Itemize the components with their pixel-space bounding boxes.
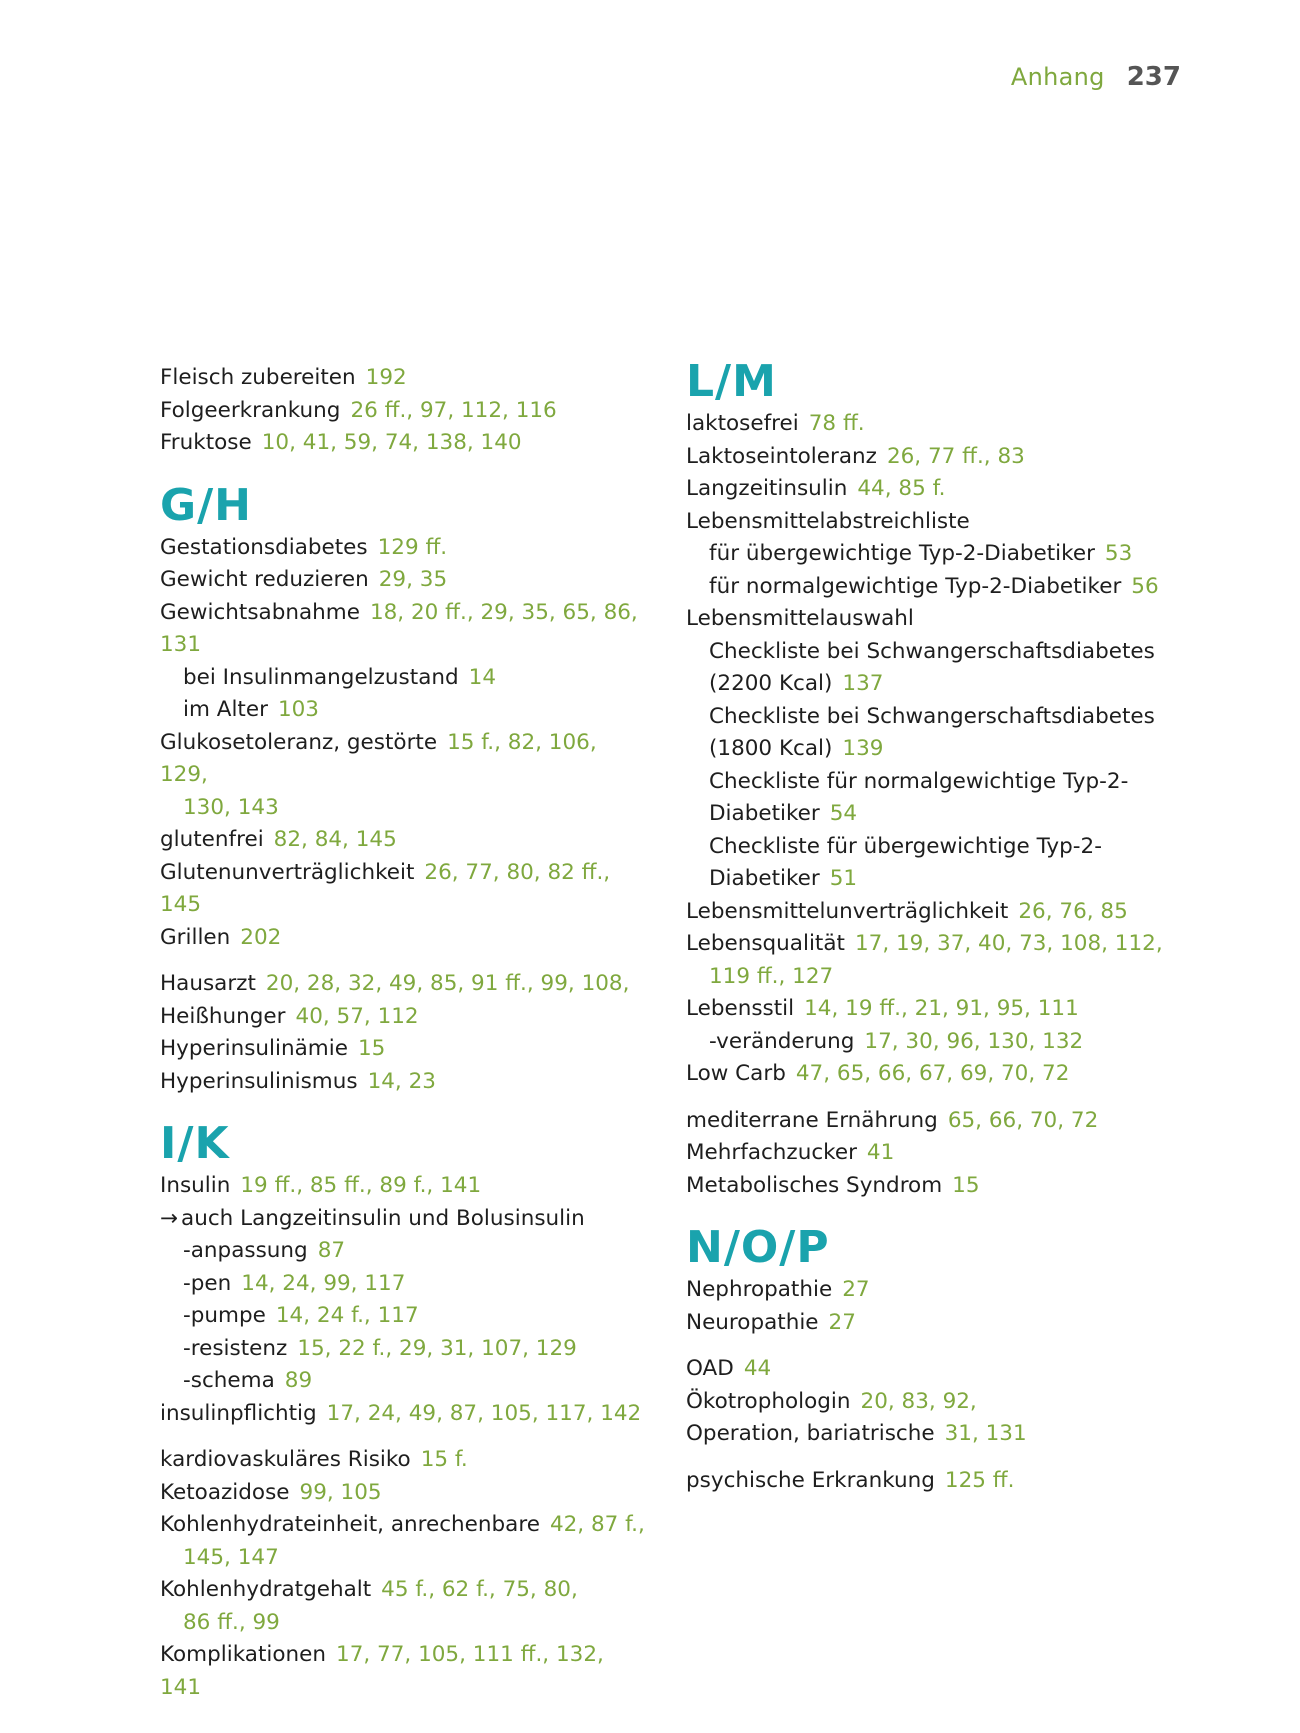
index-subentry bbox=[160, 694, 650, 727]
index-entry bbox=[686, 1137, 1176, 1170]
index-term: Insulin bbox=[160, 1173, 231, 1198]
page-references: 99, 105 bbox=[299, 1479, 382, 1505]
index-term: Langzeitinsulin bbox=[686, 476, 848, 501]
index-term: Gewicht reduzieren bbox=[160, 567, 369, 592]
index-group bbox=[686, 1222, 1176, 1339]
running-head bbox=[1011, 62, 1181, 92]
page-references: 119 ff., 127 bbox=[709, 963, 834, 989]
index-term: Checkliste für normalgewichtige Typ-2- bbox=[709, 768, 1129, 794]
index-term: -pen bbox=[183, 1270, 232, 1296]
index-entry bbox=[160, 427, 650, 460]
index-entry bbox=[160, 1398, 650, 1431]
index-term: Ketoazidose bbox=[160, 1479, 290, 1505]
index-entry bbox=[160, 1574, 650, 1607]
index-entry bbox=[160, 1509, 650, 1542]
index-entry bbox=[160, 564, 650, 597]
index-term: Kohlenhydrateinheit, anrechenbare bbox=[160, 1512, 540, 1537]
index-subentry bbox=[686, 831, 1176, 864]
page-references: 87 bbox=[317, 1238, 346, 1263]
index-term: glutenfrei bbox=[160, 827, 264, 852]
index-term: Heißhunger bbox=[160, 1003, 286, 1029]
page-references: 17, 30, 96, 130, 132 bbox=[864, 1028, 1084, 1054]
index-term: psychische Erkrankung bbox=[686, 1467, 935, 1493]
index-term: -veränderung bbox=[709, 1028, 855, 1054]
page-references: 26, 76, 85 bbox=[1018, 898, 1128, 924]
section-letter-heading: G/H bbox=[160, 479, 253, 531]
page-references: 15 bbox=[952, 1172, 980, 1198]
running-head-label: Anhang bbox=[1010, 63, 1105, 91]
page-references: 31, 131 bbox=[944, 1421, 1027, 1446]
index-subentry bbox=[160, 1542, 650, 1575]
index-entry bbox=[160, 968, 650, 1001]
index-subentry bbox=[160, 1333, 650, 1366]
index-entry bbox=[160, 1066, 650, 1099]
page-references: 14, 24, 99, 117 bbox=[241, 1270, 406, 1296]
index-term: Nephropathie bbox=[686, 1277, 833, 1302]
index-term: -pumpe bbox=[183, 1303, 266, 1328]
page-references: 42, 87 f., bbox=[549, 1512, 645, 1537]
index-entry bbox=[160, 532, 650, 565]
index-term: Operation, bariatrische bbox=[686, 1421, 935, 1446]
page-references: 86 ff., 99 bbox=[183, 1609, 280, 1635]
index-entry bbox=[686, 1418, 1176, 1451]
page-references: 26, 77 ff., 83 bbox=[886, 443, 1025, 469]
index-subentry bbox=[160, 662, 650, 695]
page-references: 44 bbox=[743, 1356, 772, 1381]
section-letter-heading: L/M bbox=[686, 356, 777, 407]
index-entry bbox=[686, 1353, 1176, 1386]
page-references: 130, 143 bbox=[183, 794, 279, 820]
index-term: Folgeerkrankung bbox=[160, 397, 341, 423]
page-references: 29, 35 bbox=[378, 567, 448, 592]
page-references: 15 f., 82, 106, 129, bbox=[160, 729, 597, 787]
index-entry bbox=[160, 922, 650, 955]
index-term: Grillen bbox=[160, 924, 231, 950]
page-references: 192 bbox=[365, 365, 407, 390]
page-references: 14 bbox=[468, 664, 496, 690]
page-references: 89 bbox=[284, 1368, 313, 1393]
page-references: 47, 65, 66, 67, 69, 70, 72 bbox=[795, 1061, 1070, 1086]
page-references: 51 bbox=[829, 866, 858, 891]
index-column-right bbox=[686, 356, 1176, 1511]
page-references: 78 ff. bbox=[808, 411, 865, 436]
index-entry bbox=[686, 1465, 1176, 1498]
page-references: 18, 20 ff., 29, 35, 65, 86, 131 bbox=[160, 599, 638, 657]
index-entry bbox=[686, 408, 1176, 441]
index-term: Laktoseintoleranz bbox=[686, 443, 877, 469]
index-term: (1800 Kcal) bbox=[709, 736, 833, 761]
index-subentry bbox=[686, 766, 1176, 799]
index-term: Fruktose bbox=[160, 430, 252, 455]
index-term: Diabetiker bbox=[709, 866, 820, 891]
index-entry bbox=[160, 395, 650, 428]
index-group bbox=[160, 1444, 650, 1704]
index-term: Lebensmittelunverträglichkeit bbox=[686, 898, 1009, 924]
index-term: Gestationsdiabetes bbox=[160, 534, 368, 560]
page-references: 65, 66, 70, 72 bbox=[947, 1107, 1099, 1133]
page-references: 10, 41, 59, 74, 138, 140 bbox=[261, 430, 522, 455]
index-subentry bbox=[686, 636, 1176, 669]
index-term: Checkliste für übergewichtige Typ-2- bbox=[709, 833, 1102, 859]
index-subentry bbox=[160, 1607, 650, 1640]
index-term: Glutenunverträglichkeit bbox=[160, 859, 415, 885]
page-references: 139 bbox=[842, 736, 884, 761]
page-references: 20, 83, 92, bbox=[860, 1388, 977, 1414]
index-entry bbox=[160, 597, 650, 662]
page-references: 53 bbox=[1104, 541, 1133, 566]
index-term: Glukosetoleranz, gestörte bbox=[160, 729, 438, 755]
index-entry bbox=[686, 441, 1176, 474]
index-group bbox=[160, 480, 650, 955]
page-number: 237 bbox=[1126, 62, 1181, 92]
index-entry bbox=[686, 603, 1176, 636]
index-term: Hyperinsulinismus bbox=[160, 1068, 358, 1094]
page-references: 40, 57, 112 bbox=[295, 1003, 419, 1029]
index-subentry bbox=[686, 798, 1176, 831]
index-entry bbox=[686, 1274, 1176, 1307]
index-term: Diabetiker bbox=[709, 801, 820, 826]
page-references: 129 ff. bbox=[377, 534, 448, 560]
index-group bbox=[160, 968, 650, 1098]
page-references: 103 bbox=[277, 697, 319, 722]
index-entry bbox=[160, 1444, 650, 1477]
index-entry bbox=[686, 1105, 1176, 1138]
index-entry bbox=[160, 1203, 650, 1236]
page-references: 17, 19, 37, 40, 73, 108, 112, bbox=[854, 931, 1163, 956]
section-letter-heading: I/K bbox=[160, 1118, 230, 1169]
page-references: 137 bbox=[842, 671, 884, 696]
see-also-arrow-icon: → bbox=[160, 1205, 179, 1231]
page-references: 14, 19 ff., 21, 91, 95, 111 bbox=[804, 996, 1079, 1021]
index-term: laktosefrei bbox=[686, 411, 799, 436]
index-entry bbox=[160, 1001, 650, 1034]
index-term: Fleisch zubereiten bbox=[160, 365, 356, 390]
index-entry bbox=[160, 1170, 650, 1203]
page-references: 20, 28, 32, 49, 85, 91 ff., 99, 108, bbox=[265, 971, 630, 996]
index-term: Kohlenhydratgehalt bbox=[160, 1577, 372, 1602]
index-entry bbox=[686, 1058, 1176, 1091]
page-references: 17, 24, 49, 87, 105, 117, 142 bbox=[326, 1400, 642, 1426]
index-term: Low Carb bbox=[686, 1061, 786, 1086]
index-group bbox=[160, 362, 650, 460]
index-term: Lebensmittelabstreichliste bbox=[686, 508, 970, 534]
page-references: 82, 84, 145 bbox=[273, 827, 397, 852]
page-references: 27 bbox=[842, 1277, 870, 1302]
index-term: insulinpflichtig bbox=[160, 1400, 317, 1426]
index-entry bbox=[160, 857, 650, 922]
page-references: 15 bbox=[357, 1036, 386, 1061]
index-entry bbox=[160, 1639, 650, 1704]
index-term: für übergewichtige Typ-2-Diabetiker bbox=[709, 541, 1095, 566]
index-entry bbox=[686, 1170, 1176, 1203]
page-references: 15 f. bbox=[420, 1447, 468, 1472]
index-term: kardiovaskuläres Risiko bbox=[160, 1447, 411, 1472]
index-group bbox=[160, 1118, 650, 1430]
index-term: Hausarzt bbox=[160, 971, 256, 996]
index-term: bei Insulinmangelzustand bbox=[183, 664, 459, 690]
index-subentry bbox=[160, 1235, 650, 1268]
index-term: -anpassung bbox=[183, 1238, 308, 1263]
index-subentry bbox=[160, 1268, 650, 1301]
index-term: OAD bbox=[686, 1356, 734, 1381]
index-entry bbox=[686, 473, 1176, 506]
index-term: Hyperinsulinämie bbox=[160, 1036, 348, 1061]
index-term: -resistenz bbox=[183, 1335, 288, 1361]
page-references: 45 f., 62 f., 75, 80, bbox=[381, 1577, 578, 1602]
index-term: für normalgewichtige Typ-2-Diabetiker bbox=[709, 573, 1122, 599]
index-subentry bbox=[686, 961, 1176, 994]
index-entry bbox=[686, 1386, 1176, 1419]
index-term: mediterrane Ernährung bbox=[686, 1107, 938, 1133]
page-references: 56 bbox=[1131, 573, 1159, 599]
page-references: 26, 77, 80, 82 ff., 145 bbox=[160, 859, 611, 917]
index-term: Ökotrophologin bbox=[686, 1388, 851, 1414]
index-term: auch Langzeitinsulin und Bolusinsulin bbox=[181, 1205, 585, 1231]
index-subentry bbox=[686, 733, 1176, 766]
index-subentry bbox=[160, 792, 650, 825]
index-term: -schema bbox=[183, 1368, 275, 1393]
page-references: 54 bbox=[829, 801, 858, 826]
page-references: 17, 77, 105, 111 ff., 132, 141 bbox=[160, 1642, 604, 1700]
index-subentry bbox=[686, 668, 1176, 701]
index-subentry bbox=[160, 1365, 650, 1398]
index-group bbox=[686, 1105, 1176, 1203]
index-term: Gewichtsabnahme bbox=[160, 599, 360, 625]
index-group bbox=[686, 356, 1176, 1091]
index-term: Metabolisches Syndrom bbox=[686, 1172, 943, 1198]
index-entry bbox=[686, 896, 1176, 929]
index-entry bbox=[686, 928, 1176, 961]
section-letter-heading: N/O/P bbox=[686, 1222, 830, 1273]
page-references: 26 ff., 97, 112, 116 bbox=[350, 397, 557, 423]
index-group bbox=[686, 1465, 1176, 1498]
index-entry bbox=[686, 993, 1176, 1026]
page-references: 202 bbox=[240, 924, 282, 950]
index-subentry bbox=[686, 701, 1176, 734]
index-term: Mehrfachzucker bbox=[686, 1140, 857, 1165]
index-subentry bbox=[686, 863, 1176, 896]
index-term: Lebensqualität bbox=[686, 931, 845, 956]
page-references: 14, 24 f., 117 bbox=[275, 1303, 419, 1328]
index-entry bbox=[160, 1033, 650, 1066]
page-references: 27 bbox=[828, 1309, 856, 1335]
page-references: 19 ff., 85 ff., 89 f., 141 bbox=[240, 1173, 482, 1198]
index-term: Komplikationen bbox=[160, 1642, 327, 1667]
index-term: Lebensstil bbox=[686, 996, 795, 1021]
page-references: 41 bbox=[866, 1140, 895, 1165]
index-term: Lebensmittelauswahl bbox=[686, 606, 914, 631]
page-references: 145, 147 bbox=[183, 1544, 279, 1570]
index-entry bbox=[160, 1477, 650, 1510]
index-entry bbox=[686, 506, 1176, 539]
page-references: 44, 85 f. bbox=[857, 476, 946, 501]
index-term: im Alter bbox=[183, 697, 268, 722]
index-term: Checkliste bei Schwangerschaftsdiabetes bbox=[709, 638, 1155, 664]
page-references: 14, 23 bbox=[367, 1068, 436, 1094]
index-subentry bbox=[160, 1300, 650, 1333]
index-entry bbox=[160, 824, 650, 857]
index-term: Checkliste bei Schwangerschaftsdiabetes bbox=[709, 703, 1155, 729]
page-references: 15, 22 f., 29, 31, 107, 129 bbox=[297, 1335, 577, 1361]
index-entry bbox=[160, 727, 650, 792]
index-term: Neuropathie bbox=[686, 1309, 819, 1335]
index-subentry bbox=[686, 1026, 1176, 1059]
index-entry bbox=[160, 362, 650, 395]
index-group bbox=[686, 1353, 1176, 1451]
index-subentry bbox=[686, 538, 1176, 571]
index-subentry bbox=[686, 571, 1176, 604]
index-term: (2200 Kcal) bbox=[709, 671, 833, 696]
index-column-left bbox=[160, 356, 650, 1718]
index-entry bbox=[686, 1307, 1176, 1340]
page-references: 125 ff. bbox=[944, 1467, 1015, 1493]
